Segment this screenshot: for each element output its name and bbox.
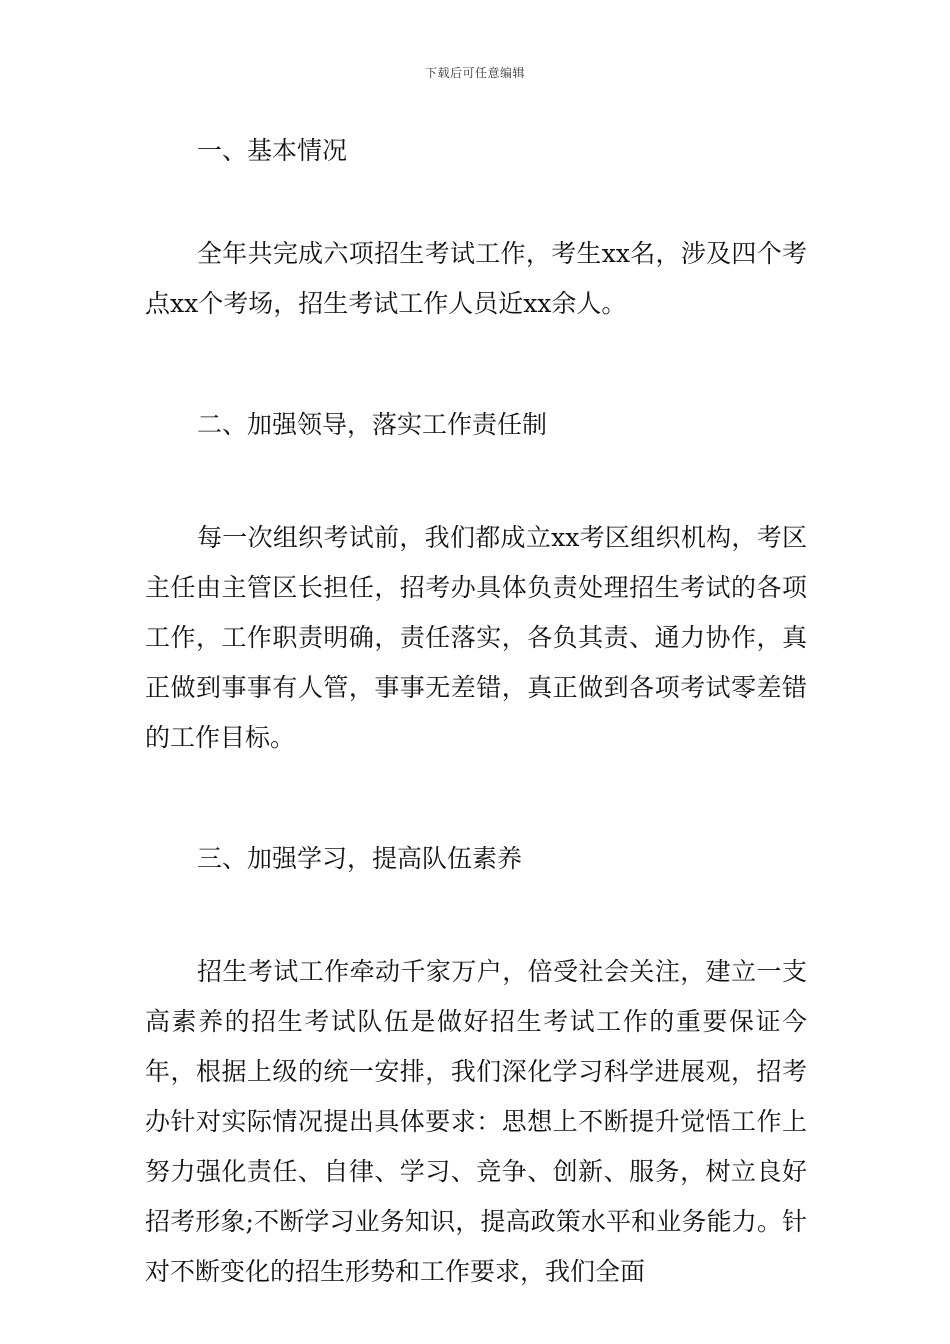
section-paragraph-1: 全年共完成六项招生考试工作，考生xx名，涉及四个考点xx个考场，招生考试工作人员近xx余人。 (145, 239, 807, 318)
spacer (145, 447, 807, 513)
section-paragraph-2: 每一次组织考试前，我们都成立xx考区组织机构，考区主任由主管区长担任，招考办具体负责处理招生考试的各项工作，工作职责明确，责任落实，各负其责、通力协作，真正做到事事有人管，事事无差错，真正做到各项考试零差错的工作目标。 (145, 523, 807, 752)
document-body (145, 129, 807, 1297)
spacer (145, 881, 807, 947)
page-header: 下载后可任意编辑 (424, 66, 525, 80)
spacer (145, 329, 807, 403)
section-heading-3: 三、加强学习，提高队伍素养 (197, 844, 523, 873)
section-heading-2: 二、加强领导，落实工作责任制 (197, 410, 548, 439)
spacer (145, 763, 807, 837)
spacer (145, 173, 807, 229)
section-heading-1: 一、基本情况 (197, 136, 348, 165)
section-paragraph-3: 招生考试工作牵动千家万户，倍受社会关注，建立一支高素养的招生考试队伍是做好招生考试工作的重要保证今年，根据上级的统一安排，我们深化学习科学进展观，招考办针对实际情况提出具体要求：思想上不断提升觉悟工作上努力强化责任、自律、学习、竞争、创新、服务，树立良好招考形象;不断学习业务知识，提高政策水平和业务能力。针对不断变化的招生形势和工作要求，我们全面 (145, 957, 807, 1286)
